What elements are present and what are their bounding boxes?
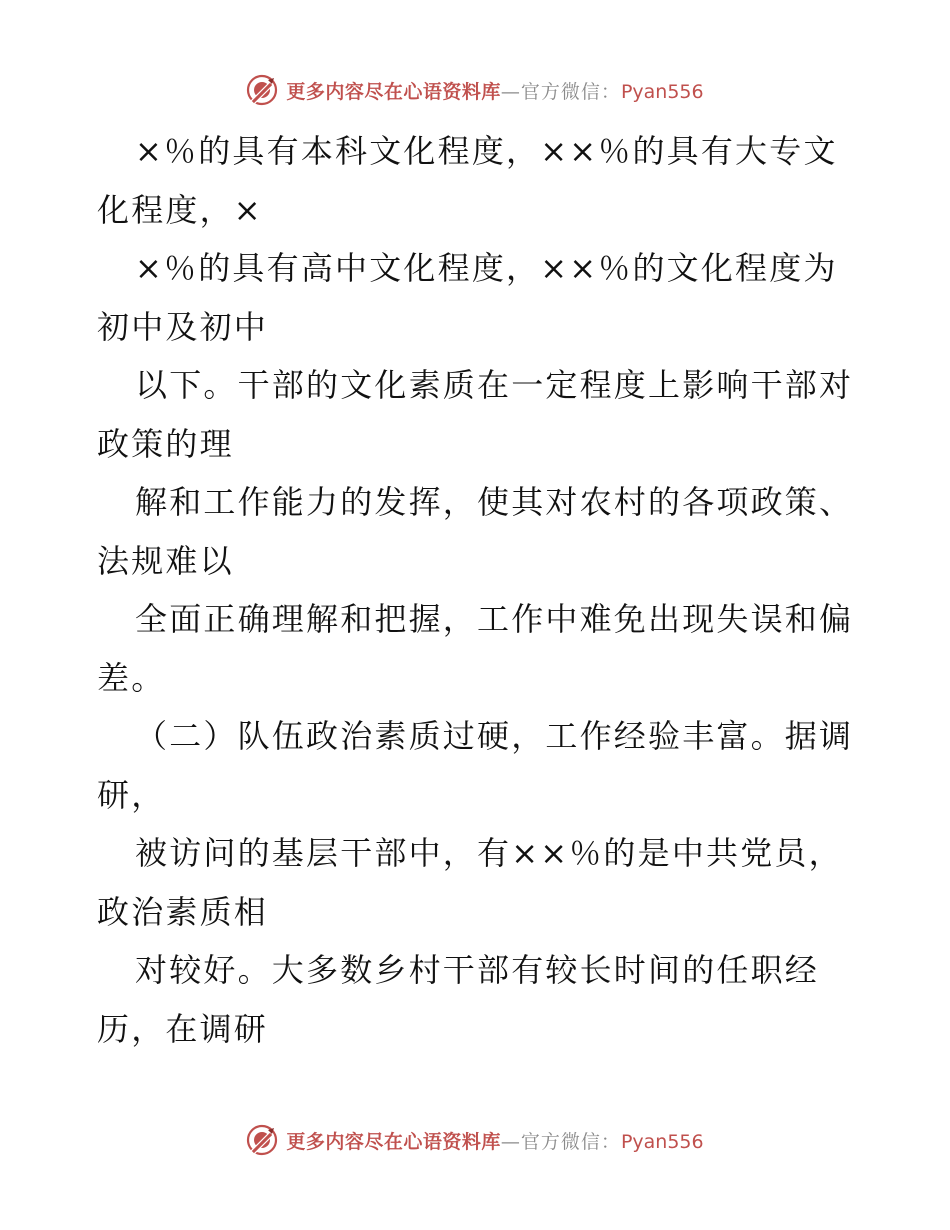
text-line: 法规难以 <box>97 541 234 580</box>
footer-brand-name: 更多内容尽在心语资料库 <box>286 1130 501 1153</box>
text-line: ×％的具有高中文化程度，××％的文化程度为 <box>135 249 838 287</box>
header-brand-name: 更多内容尽在心语资料库 <box>286 80 501 103</box>
text-line: 被访问的基层干部中，有××％的是中共党员， <box>135 834 843 872</box>
text-line: （二）队伍政治素质过硬，工作经验丰富。据调 <box>135 717 854 755</box>
header-brand-wechat-id: Pyan556 <box>620 80 704 103</box>
text-line: 政策的理 <box>97 424 234 463</box>
text-line: 化程度，× <box>97 190 263 229</box>
footer-brand <box>246 1124 703 1156</box>
text-line: 解和工作能力的发挥，使其对农村的各项政策、 <box>135 483 854 521</box>
text-line: 全面正确理解和把握，工作中难免出现失误和偏 <box>135 600 854 638</box>
header-brand-text <box>286 77 703 104</box>
footer-brand-text <box>286 1127 703 1154</box>
brand-logo-icon <box>246 74 278 106</box>
document-body <box>97 122 867 1058</box>
header-brand <box>246 74 703 106</box>
page-footer <box>0 1120 950 1160</box>
text-line: 以下。干部的文化素质在一定程度上影响干部对 <box>135 366 854 404</box>
text-line: 对较好。大多数乡村干部有较长时间的任职经 <box>135 951 820 989</box>
page-header <box>0 70 950 110</box>
text-line: 政治素质相 <box>97 892 269 931</box>
brand-logo-icon <box>246 1124 278 1156</box>
text-line: 初中及初中 <box>97 307 269 346</box>
footer-brand-wechat-id: Pyan556 <box>620 1130 704 1153</box>
header-brand-wechat-label: —官方微信： <box>500 80 621 103</box>
footer-brand-wechat-label: —官方微信： <box>500 1130 621 1153</box>
text-line: ×％的具有本科文化程度，××％的具有大专文 <box>135 132 838 170</box>
text-line: 历，在调研 <box>97 1009 269 1048</box>
text-line: 研， <box>97 775 166 814</box>
text-line: 差。 <box>97 658 166 697</box>
